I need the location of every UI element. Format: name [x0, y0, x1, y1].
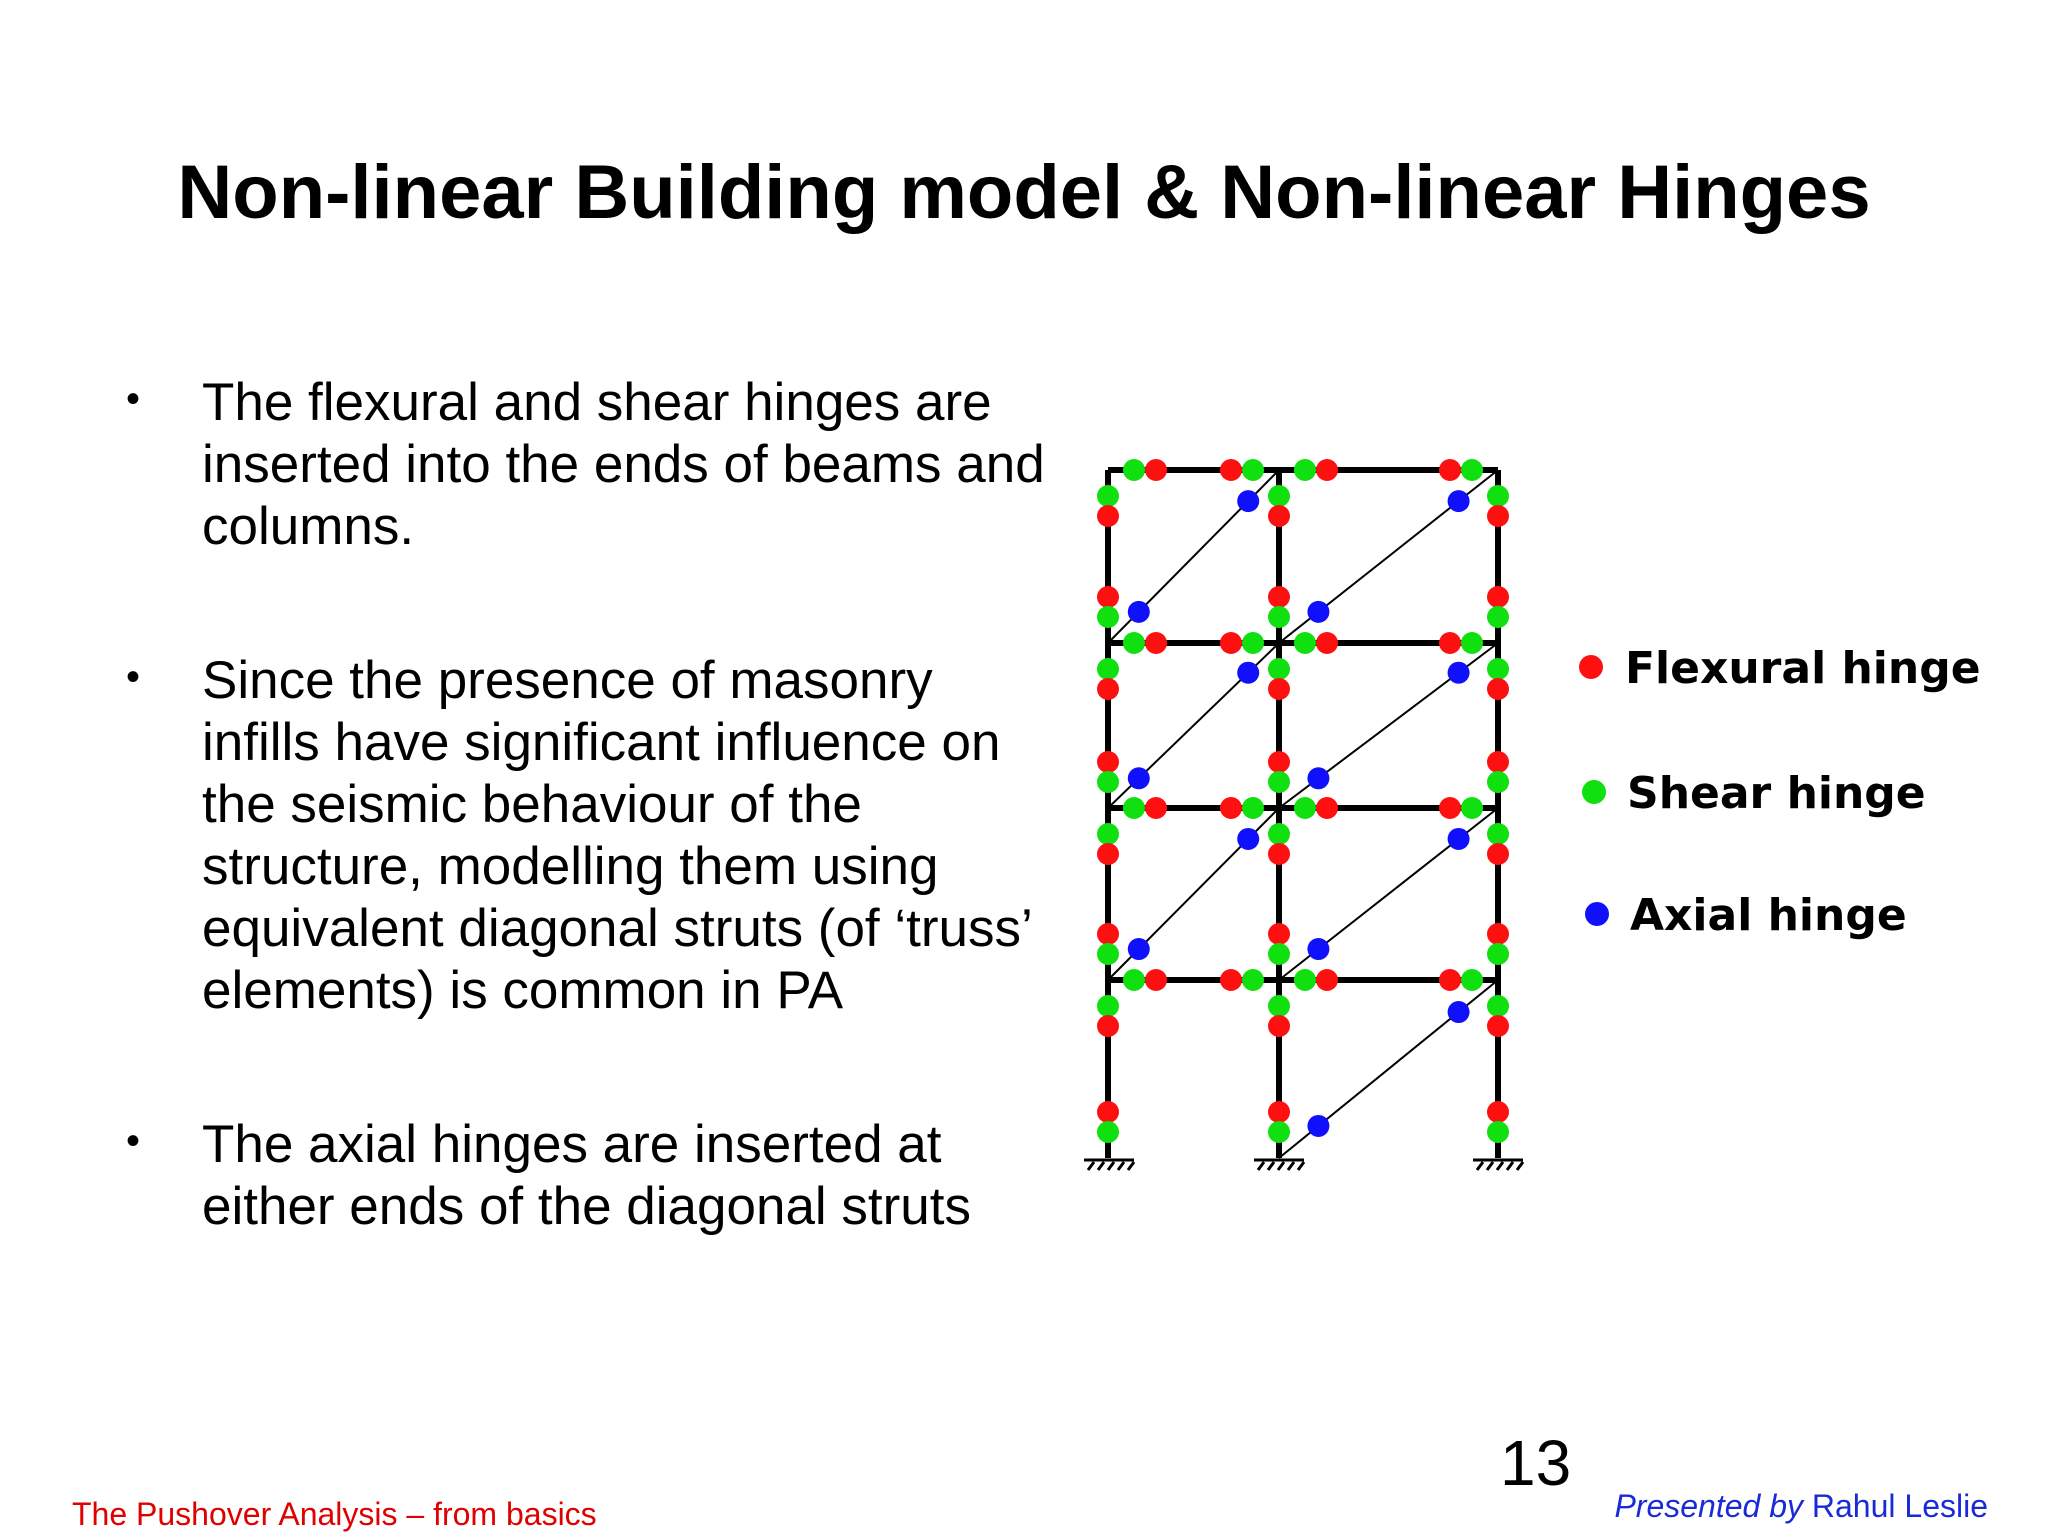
axial-hinge-icon [1237, 662, 1259, 684]
shear-hinge-icon [1487, 1121, 1509, 1143]
shear-hinge-icon [1487, 771, 1509, 793]
shear-hinge-icon [1123, 797, 1145, 819]
slide-title: Non-linear Building model & Non-linear Hinges [177, 150, 1871, 235]
shear-hinge-icon [1097, 1121, 1119, 1143]
flexural-hinge-icon [1316, 969, 1338, 991]
footer-author: Rahul Leslie [1811, 1488, 1988, 1524]
flexural-hinge-icon [1097, 505, 1119, 527]
support-icon [1254, 1160, 1304, 1170]
shear-hinge-icon [1097, 485, 1119, 507]
flexural-hinge-icon [1220, 969, 1242, 991]
flexural-hinge-icon [1487, 843, 1509, 865]
flexural-hinge-icon [1487, 1101, 1509, 1123]
flexural-hinge-icon [1316, 632, 1338, 654]
shear-hinge-icon [1461, 459, 1483, 481]
shear-hinge-icon [1242, 632, 1264, 654]
shear-hinge-icon [1487, 823, 1509, 845]
axial-hinge-icon [1307, 767, 1329, 789]
shear-hinge-icon [1097, 606, 1119, 628]
flexural-hinge-icon [1579, 655, 1603, 679]
flexural-hinge-icon [1439, 797, 1461, 819]
flexural-hinge-icon [1316, 459, 1338, 481]
axial-hinge-icon [1448, 490, 1470, 512]
bullet-icon: • [126, 1119, 141, 1163]
shear-hinge-icon [1487, 943, 1509, 965]
flexural-hinge-icon [1145, 797, 1167, 819]
flexural-hinge-icon [1268, 1015, 1290, 1037]
flexural-hinge-icon [1268, 505, 1290, 527]
flexural-hinge-icon [1268, 751, 1290, 773]
bullet-item [126, 372, 1056, 558]
shear-hinge-icon [1097, 771, 1119, 793]
shear-hinge-icon [1268, 1121, 1290, 1143]
shear-hinge-icon [1461, 797, 1483, 819]
shear-hinge-icon [1461, 969, 1483, 991]
shear-hinge-icon [1268, 485, 1290, 507]
shear-hinge-icon [1123, 969, 1145, 991]
flexural-hinge-icon [1487, 678, 1509, 700]
legend-shear: Shear hinge [1627, 768, 1926, 819]
footer-presenter [1614, 1488, 1988, 1525]
flexural-hinge-icon [1145, 969, 1167, 991]
flexural-hinge-icon [1145, 459, 1167, 481]
support-icon [1084, 1160, 1134, 1170]
shear-hinge-icon [1097, 995, 1119, 1017]
bullet-icon: • [126, 377, 141, 421]
legend [1579, 643, 1981, 941]
shear-hinge-icon [1268, 823, 1290, 845]
flexural-hinge-icon [1097, 678, 1119, 700]
bullet-item [126, 1114, 1056, 1238]
flexural-hinge-icon [1268, 1101, 1290, 1123]
axial-hinge-icon [1448, 662, 1470, 684]
axial-hinge-icon [1307, 1115, 1329, 1137]
shear-hinge-icon [1582, 780, 1606, 804]
shear-hinge-icon [1461, 632, 1483, 654]
shear-hinge-icon [1242, 459, 1264, 481]
flexural-hinge-icon [1097, 1015, 1119, 1037]
flexural-hinge-icon [1097, 843, 1119, 865]
flexural-hinge-icon [1316, 797, 1338, 819]
shear-hinge-icon [1097, 823, 1119, 845]
flexural-hinge-icon [1487, 751, 1509, 773]
shear-hinge-icon [1268, 943, 1290, 965]
bullet-icon: • [126, 655, 141, 699]
flexural-hinge-icon [1097, 923, 1119, 945]
axial-hinge-icon [1585, 902, 1609, 926]
flexural-hinge-icon [1487, 505, 1509, 527]
shear-hinge-icon [1294, 969, 1316, 991]
flexural-hinge-icon [1220, 632, 1242, 654]
shear-hinge-icon [1294, 632, 1316, 654]
flexural-hinge-icon [1097, 586, 1119, 608]
shear-hinge-icon [1487, 606, 1509, 628]
bullet-text: The flexural and shear hinges are inserted into the ends of beams and columns. [202, 373, 1045, 556]
footer-course-title: The Pushover Analysis – from basics [72, 1496, 597, 1532]
flexural-hinge-icon [1487, 1015, 1509, 1037]
flexural-hinge-icon [1268, 586, 1290, 608]
footer-presented-label: Presented by [1614, 1488, 1803, 1524]
support-icon [1473, 1160, 1523, 1170]
shear-hinge-icon [1268, 606, 1290, 628]
flexural-hinge-icon [1268, 678, 1290, 700]
flexural-hinge-icon [1097, 1101, 1119, 1123]
shear-hinge-icon [1242, 797, 1264, 819]
flexural-hinge-icon [1097, 751, 1119, 773]
bullet-text: The axial hinges are inserted at either ends of the diagonal struts [202, 1115, 971, 1236]
legend-flexural: Flexural hinge [1625, 643, 1981, 694]
hinges [1097, 459, 1509, 1143]
flexural-hinge-icon [1220, 797, 1242, 819]
axial-hinge-icon [1307, 601, 1329, 623]
shear-hinge-icon [1487, 485, 1509, 507]
building-frame-diagram [1060, 430, 2020, 1190]
shear-hinge-icon [1294, 459, 1316, 481]
flexural-hinge-icon [1439, 969, 1461, 991]
axial-hinge-icon [1128, 938, 1150, 960]
shear-hinge-icon [1294, 797, 1316, 819]
flexural-hinge-icon [1268, 923, 1290, 945]
flexural-hinge-icon [1268, 843, 1290, 865]
shear-hinge-icon [1097, 943, 1119, 965]
flexural-hinge-icon [1487, 923, 1509, 945]
flexural-hinge-icon [1220, 459, 1242, 481]
bullet-list [126, 372, 1056, 1238]
axial-hinge-icon [1237, 828, 1259, 850]
axial-hinge-icon [1237, 490, 1259, 512]
flexural-hinge-icon [1439, 459, 1461, 481]
axial-hinge-icon [1307, 938, 1329, 960]
legend-axial: Axial hinge [1630, 890, 1907, 941]
flexural-hinge-icon [1145, 632, 1167, 654]
shear-hinge-icon [1123, 632, 1145, 654]
shear-hinge-icon [1487, 995, 1509, 1017]
shear-hinge-icon [1097, 658, 1119, 680]
shear-hinge-icon [1268, 995, 1290, 1017]
page-number: 13 [1500, 1427, 1572, 1499]
axial-hinge-icon [1128, 601, 1150, 623]
axial-hinge-icon [1448, 828, 1470, 850]
shear-hinge-icon [1242, 969, 1264, 991]
supports [1084, 1160, 1523, 1170]
shear-hinge-icon [1487, 658, 1509, 680]
bullet-item [126, 650, 1056, 1022]
bullet-text: Since the presence of masonry infills have significant influence on the seismic behaviour of the structure, modelling them using equivalent diagonal struts (of ‘truss’ elements) is common in PA [202, 651, 1031, 1020]
axial-hinge-icon [1448, 1001, 1470, 1023]
flexural-hinge-icon [1487, 586, 1509, 608]
shear-hinge-icon [1268, 771, 1290, 793]
axial-hinge-icon [1128, 767, 1150, 789]
flexural-hinge-icon [1439, 632, 1461, 654]
shear-hinge-icon [1268, 658, 1290, 680]
shear-hinge-icon [1123, 459, 1145, 481]
